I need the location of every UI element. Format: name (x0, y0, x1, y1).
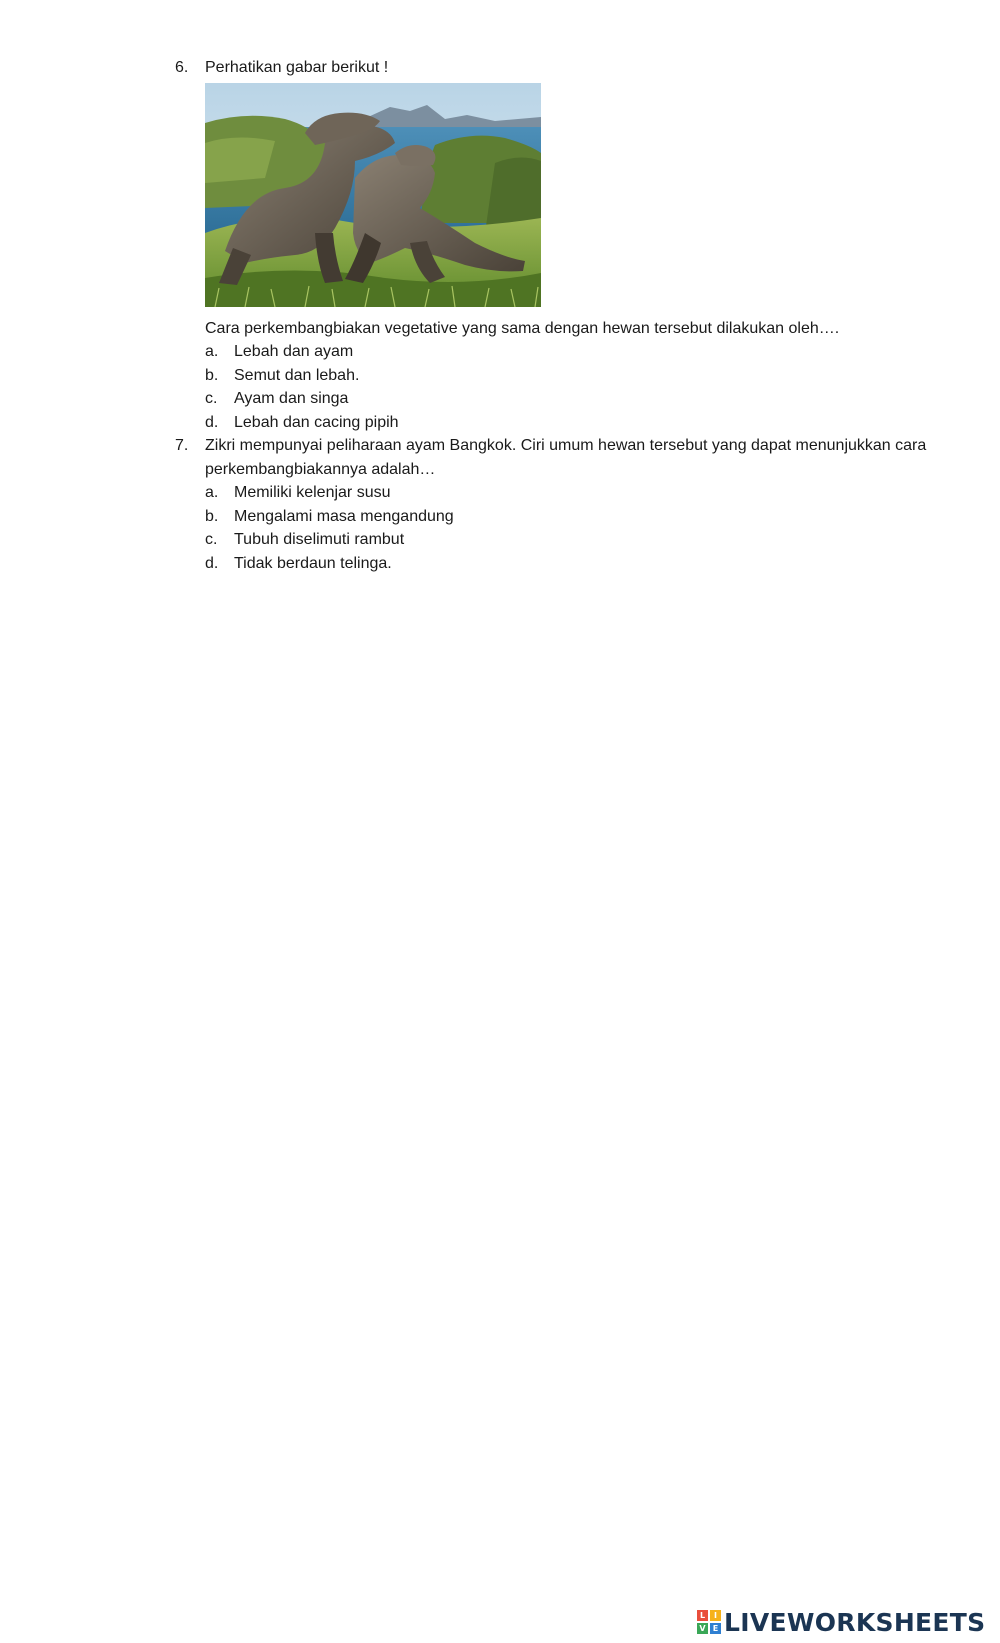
option-d[interactable] (205, 552, 935, 576)
option-text: Tidak berdaun telinga. (234, 554, 392, 572)
option-text: Mengalami masa mengandung (234, 507, 454, 525)
option-letter: a. (205, 484, 219, 501)
option-letter: b. (205, 366, 219, 384)
question-6 (175, 56, 935, 575)
option-d[interactable] (205, 411, 935, 435)
option-letter: a. (205, 343, 219, 360)
option-text: Memiliki kelenjar susu (234, 484, 391, 501)
liveworksheets-logo (697, 1608, 985, 1636)
options-list (205, 340, 935, 434)
option-letter: c. (205, 390, 218, 407)
option-text: Tubuh diselimuti rambut (234, 531, 405, 548)
option-b[interactable] (205, 364, 935, 388)
option-letter: d. (205, 554, 219, 572)
logo-tile: L (697, 1610, 708, 1621)
option-text: Lebah dan ayam (234, 343, 354, 360)
option-text: Semut dan lebah. (234, 366, 360, 384)
logo-tile: E (710, 1623, 721, 1634)
option-letter: b. (205, 507, 219, 525)
question-text: Zikri mempunyai peliharaan ayam Bangkok. Ciri umum hewan tersebut yang dapat menunjukkan cara perkembangbiakannya adalah… (205, 437, 927, 478)
options-list (205, 481, 935, 575)
option-letter: c. (205, 531, 218, 548)
option-b[interactable] (205, 505, 935, 529)
logo-tile: V (697, 1623, 708, 1634)
question-number: 7. (175, 437, 189, 454)
option-a[interactable] (205, 481, 935, 505)
option-letter: d. (205, 413, 219, 431)
option-text: Lebah dan cacing pipih (234, 413, 399, 431)
option-text: Ayam dan singa (234, 390, 349, 407)
logo-text: LIVEWORKSHEETS (724, 1607, 986, 1637)
option-c[interactable] (205, 528, 935, 552)
logo-tile: I (710, 1610, 721, 1621)
option-a[interactable] (205, 340, 935, 364)
question-text: Cara perkembangbiakan vegetative yang sama dengan hewan tersebut dilakukan oleh…. (205, 319, 840, 337)
option-c[interactable] (205, 387, 935, 411)
logo-tiles-icon (697, 1610, 721, 1634)
komodo-dragons-photo (205, 83, 541, 307)
question-7 (175, 434, 935, 575)
question-prompt: Perhatikan gabar berikut ! (205, 59, 389, 76)
question-number: 6. (175, 59, 189, 76)
